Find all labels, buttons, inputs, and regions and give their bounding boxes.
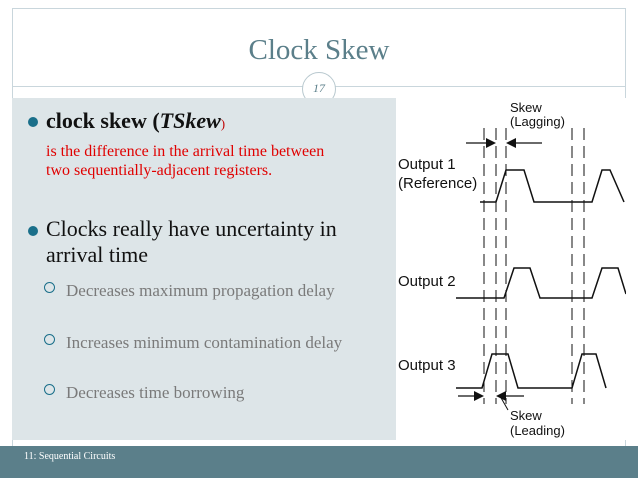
output1-label: Output 1 — [398, 156, 456, 173]
output1-reference-label: (Reference) — [398, 175, 478, 192]
skew-lagging-label-1: Skew — [510, 100, 542, 115]
bullet-icon — [28, 117, 38, 127]
lead-arrow-left-head — [474, 391, 484, 401]
ring-bullet-icon — [44, 334, 55, 345]
skew-lagging-label-2: (Lagging) — [510, 114, 565, 129]
page-number: 17 — [313, 81, 325, 95]
output1-waveform — [480, 170, 624, 202]
skew-leading-label-1: Skew — [510, 408, 542, 423]
sub-item-text: Decreases maximum propagation delay — [66, 281, 335, 300]
sub-item — [44, 280, 344, 302]
guide-lines — [484, 128, 584, 404]
output2-label: Output 2 — [398, 273, 456, 290]
bullet-uncertainty: Clocks really have uncertainty in arrival time — [46, 216, 337, 267]
clock-skew-term: clock skew ( — [46, 108, 160, 133]
clock-skew-diagram — [396, 98, 626, 440]
bullet-icon — [28, 226, 38, 236]
lag-arrow-right-head — [506, 138, 516, 148]
sub-item — [44, 332, 344, 354]
bullet-clock-skew — [46, 108, 225, 134]
paren-close: ) — [220, 116, 226, 131]
output3-label: Output 3 — [398, 357, 456, 374]
footer-text: 11: Sequential Circuits — [24, 451, 116, 462]
sub-item — [44, 382, 344, 404]
tskew-term: TSkew — [159, 108, 221, 133]
lead-arrow-right-head — [496, 391, 506, 401]
skew-leading-label-2: (Leading) — [510, 423, 565, 438]
sub-item-text: Decreases time borrowing — [66, 383, 245, 402]
ring-bullet-icon — [44, 282, 55, 293]
timing-diagram-svg — [396, 98, 626, 440]
output2-waveform — [456, 268, 626, 298]
sub-item-text: Increases minimum contamination delay — [66, 333, 343, 352]
lag-arrow-left-head — [486, 138, 496, 148]
ring-bullet-icon — [44, 384, 55, 395]
slide-title: Clock Skew — [248, 34, 390, 66]
clock-skew-definition: is the difference in the arrival time between two sequentially-adjacent registers. — [46, 143, 325, 179]
